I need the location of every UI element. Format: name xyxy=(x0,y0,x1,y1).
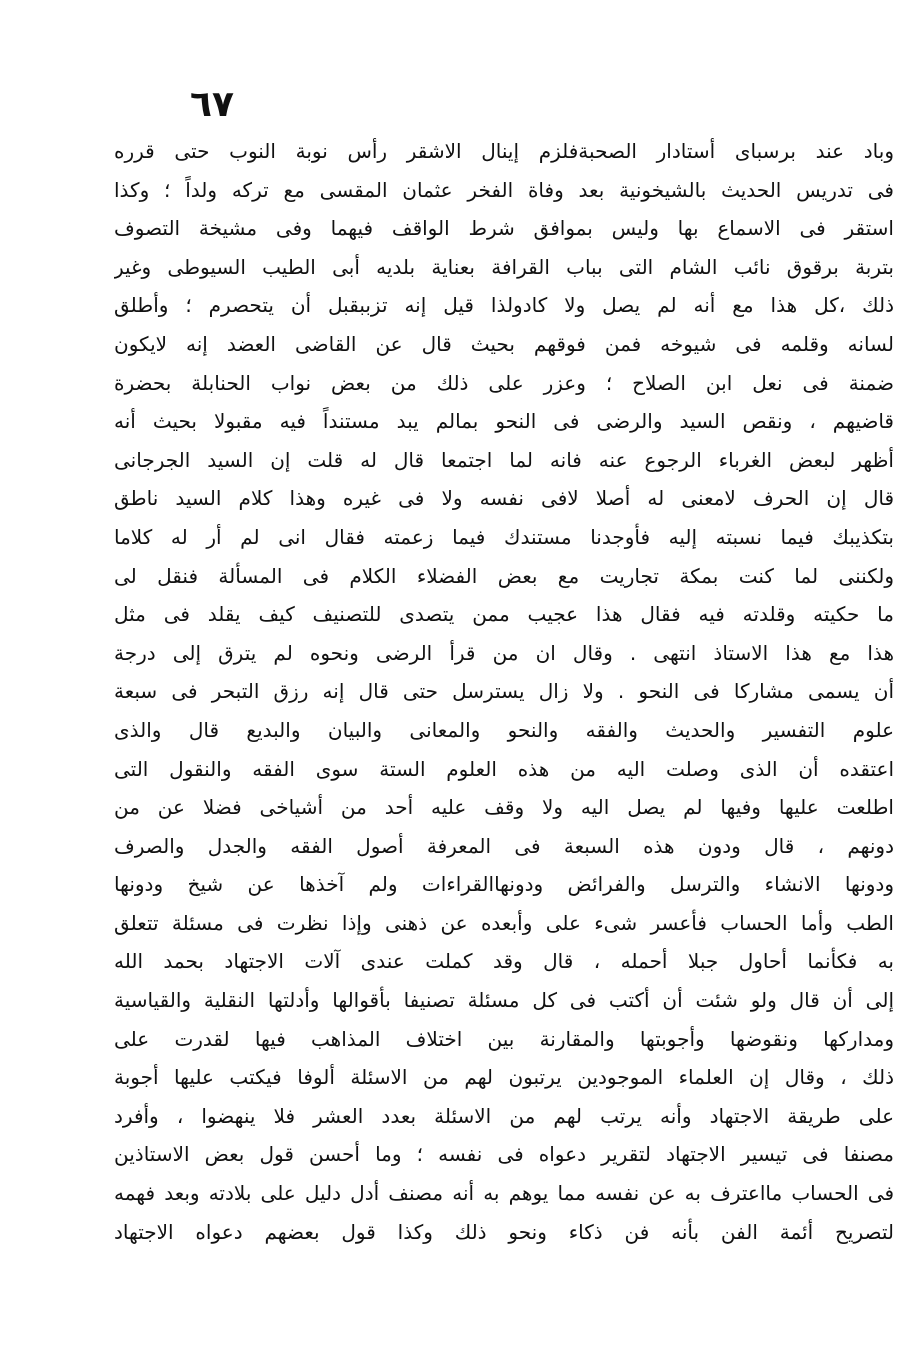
text-line: على طريقة الاجتهاد وأنه يرتب لهم من الاسئلة بعدد العشر فلا ينهضوا ، وأفرد xyxy=(114,1103,894,1128)
text-line: فى تدريس الحديث بالشيخونية بعد وفاة الفخر عثمان المقسى مع تركه ولداً ؛ وكذا xyxy=(114,177,894,202)
text-line: ذلك ،كل هذا مع أنه لم يصل ولا كادولذا قيل إنه تزببقبل أن يتحصرم ؛ وأطلق xyxy=(114,293,894,318)
text-line: ما حكيته وقلدته فيه فقال هذا عجيب ممن يتصدى للتصنيف كيف يقلد فى مثل xyxy=(114,602,894,627)
text-line: فى الحساب مااعترف به عن نفسه مما يوهم به أنه مصنف أدل دليل على بلادته وبعد فهمه xyxy=(114,1181,894,1206)
text-line: قال إن الحرف لامعنى له أصلا لافى نفسه ولا فى غيره وهذا كلام السيد ناطق xyxy=(114,486,894,511)
text-line: ومداركها ونقوضها وأجوبتها والمقارنة بين اختلاف المذاهب فيها لقدرت على xyxy=(114,1026,894,1051)
text-line: بتربة برقوق نائب الشام التى بباب القرافة بعناية بلديه أبى الطيب السيوطى وغير xyxy=(114,254,894,279)
text-line: لتصريح أئمة الفن بأنه فن ذكاء ونحو ذلك وكذا قول بعضهم دعواه الاجتهاد xyxy=(114,1219,894,1244)
text-line: استقر فى الاسماع بها وليس بموافق شرط الواقف فيهما وفى مشيخة التصوف xyxy=(114,216,894,241)
text-line: علوم التفسير والحديث والفقه والنحو والمعانى والبيان والبديع قال والذى xyxy=(114,717,894,742)
text-line: ولكننى لما كنت بمكة تجاريت مع بعض الفضلاء الكلام فى المسألة فنقل لى xyxy=(114,563,894,588)
text-line: إلى أن قال ولو شئت أن أكتب فى كل مسئلة تصنيفا بأقوالها وأدلتها النقلية والقياسية xyxy=(114,988,894,1013)
text-line: اعتقده أن الذى وصلت اليه من هذه العلوم الستة سوى الفقه والنقول التى xyxy=(114,756,894,781)
text-line: هذا مع هذا الاستاذ انتهى . وقال ان من قرأ الرضى ونحوه لم يترق إلى درجة xyxy=(114,640,894,665)
text-line: اطلعت عليها وفيها لم يصل اليه ولا وقف عليه أحد من أشياخى فضلا عن من xyxy=(114,795,894,820)
text-line: به فكأنما أحاول جبلا أحمله ، قال وقد كملت عندى آلات الاجتهاد بحمد الله xyxy=(114,949,894,974)
text-line: ذلك ، وقال إن العلماء الموجودين يرتبون لهم من الاسئلة ألوفا فيكتب عليها أجوبة xyxy=(114,1065,894,1090)
text-line: بتكذيبك فيما نسبته إليه فأوجدنا مستندك فيما زعمته فقال انى لم أر له كلاما xyxy=(114,524,894,549)
text-line: ضمنة فى نعل ابن الصلاح ؛ وعزر على ذلك من بعض نواب الحنابلة بحضرة xyxy=(114,370,894,395)
text-line: وباد عند برسباى أستادار الصحبةفلزم إينال الاشقر رأس نوبة النوب حتى قرره xyxy=(114,139,894,163)
text-line: أن يسمى مشاركا فى النحو . ولا زال يسترسل حتى قال إنه رزق التبحر فى سبعة xyxy=(114,679,894,704)
text-line: الطب وأما الحساب فأعسر شىء على وأبعده عن ذهنى وإذا نظرت فى مسئلة تتعلق xyxy=(114,910,894,935)
text-line: مصنفا فى تيسير الاجتهاد لتقرير دعواه فى نفسه ؛ وما أحسن قول بعض الاستاذين xyxy=(114,1142,894,1167)
text-line: دونهم ، قال ودون هذه السبعة فى المعرفة أصول الفقه والجدل والصرف xyxy=(114,833,894,858)
text-line: قاضيهم ، ونقص السيد والرضى فى النحو بمالم يبد مستنداً فيه مقبولا بحيث أنه xyxy=(114,409,894,434)
text-line: لسانه وقلمه فى شيوخه فمن فوقهم بحيث قال عن القاضى العضد إنه لايكون xyxy=(114,331,894,356)
text-line: أظهر لبعض الغرباء الرجوع عنه فانه لما اجتمعا قال له قلت إن السيد الجرجانى xyxy=(114,447,894,472)
text-line: ودونها الانشاء والترسل والفرائض ودونهاالقراءات ولم آخذها عن شيخ ودونها xyxy=(114,872,894,897)
page-number: ٦٧ xyxy=(190,84,234,125)
page-body-text xyxy=(114,132,894,1251)
